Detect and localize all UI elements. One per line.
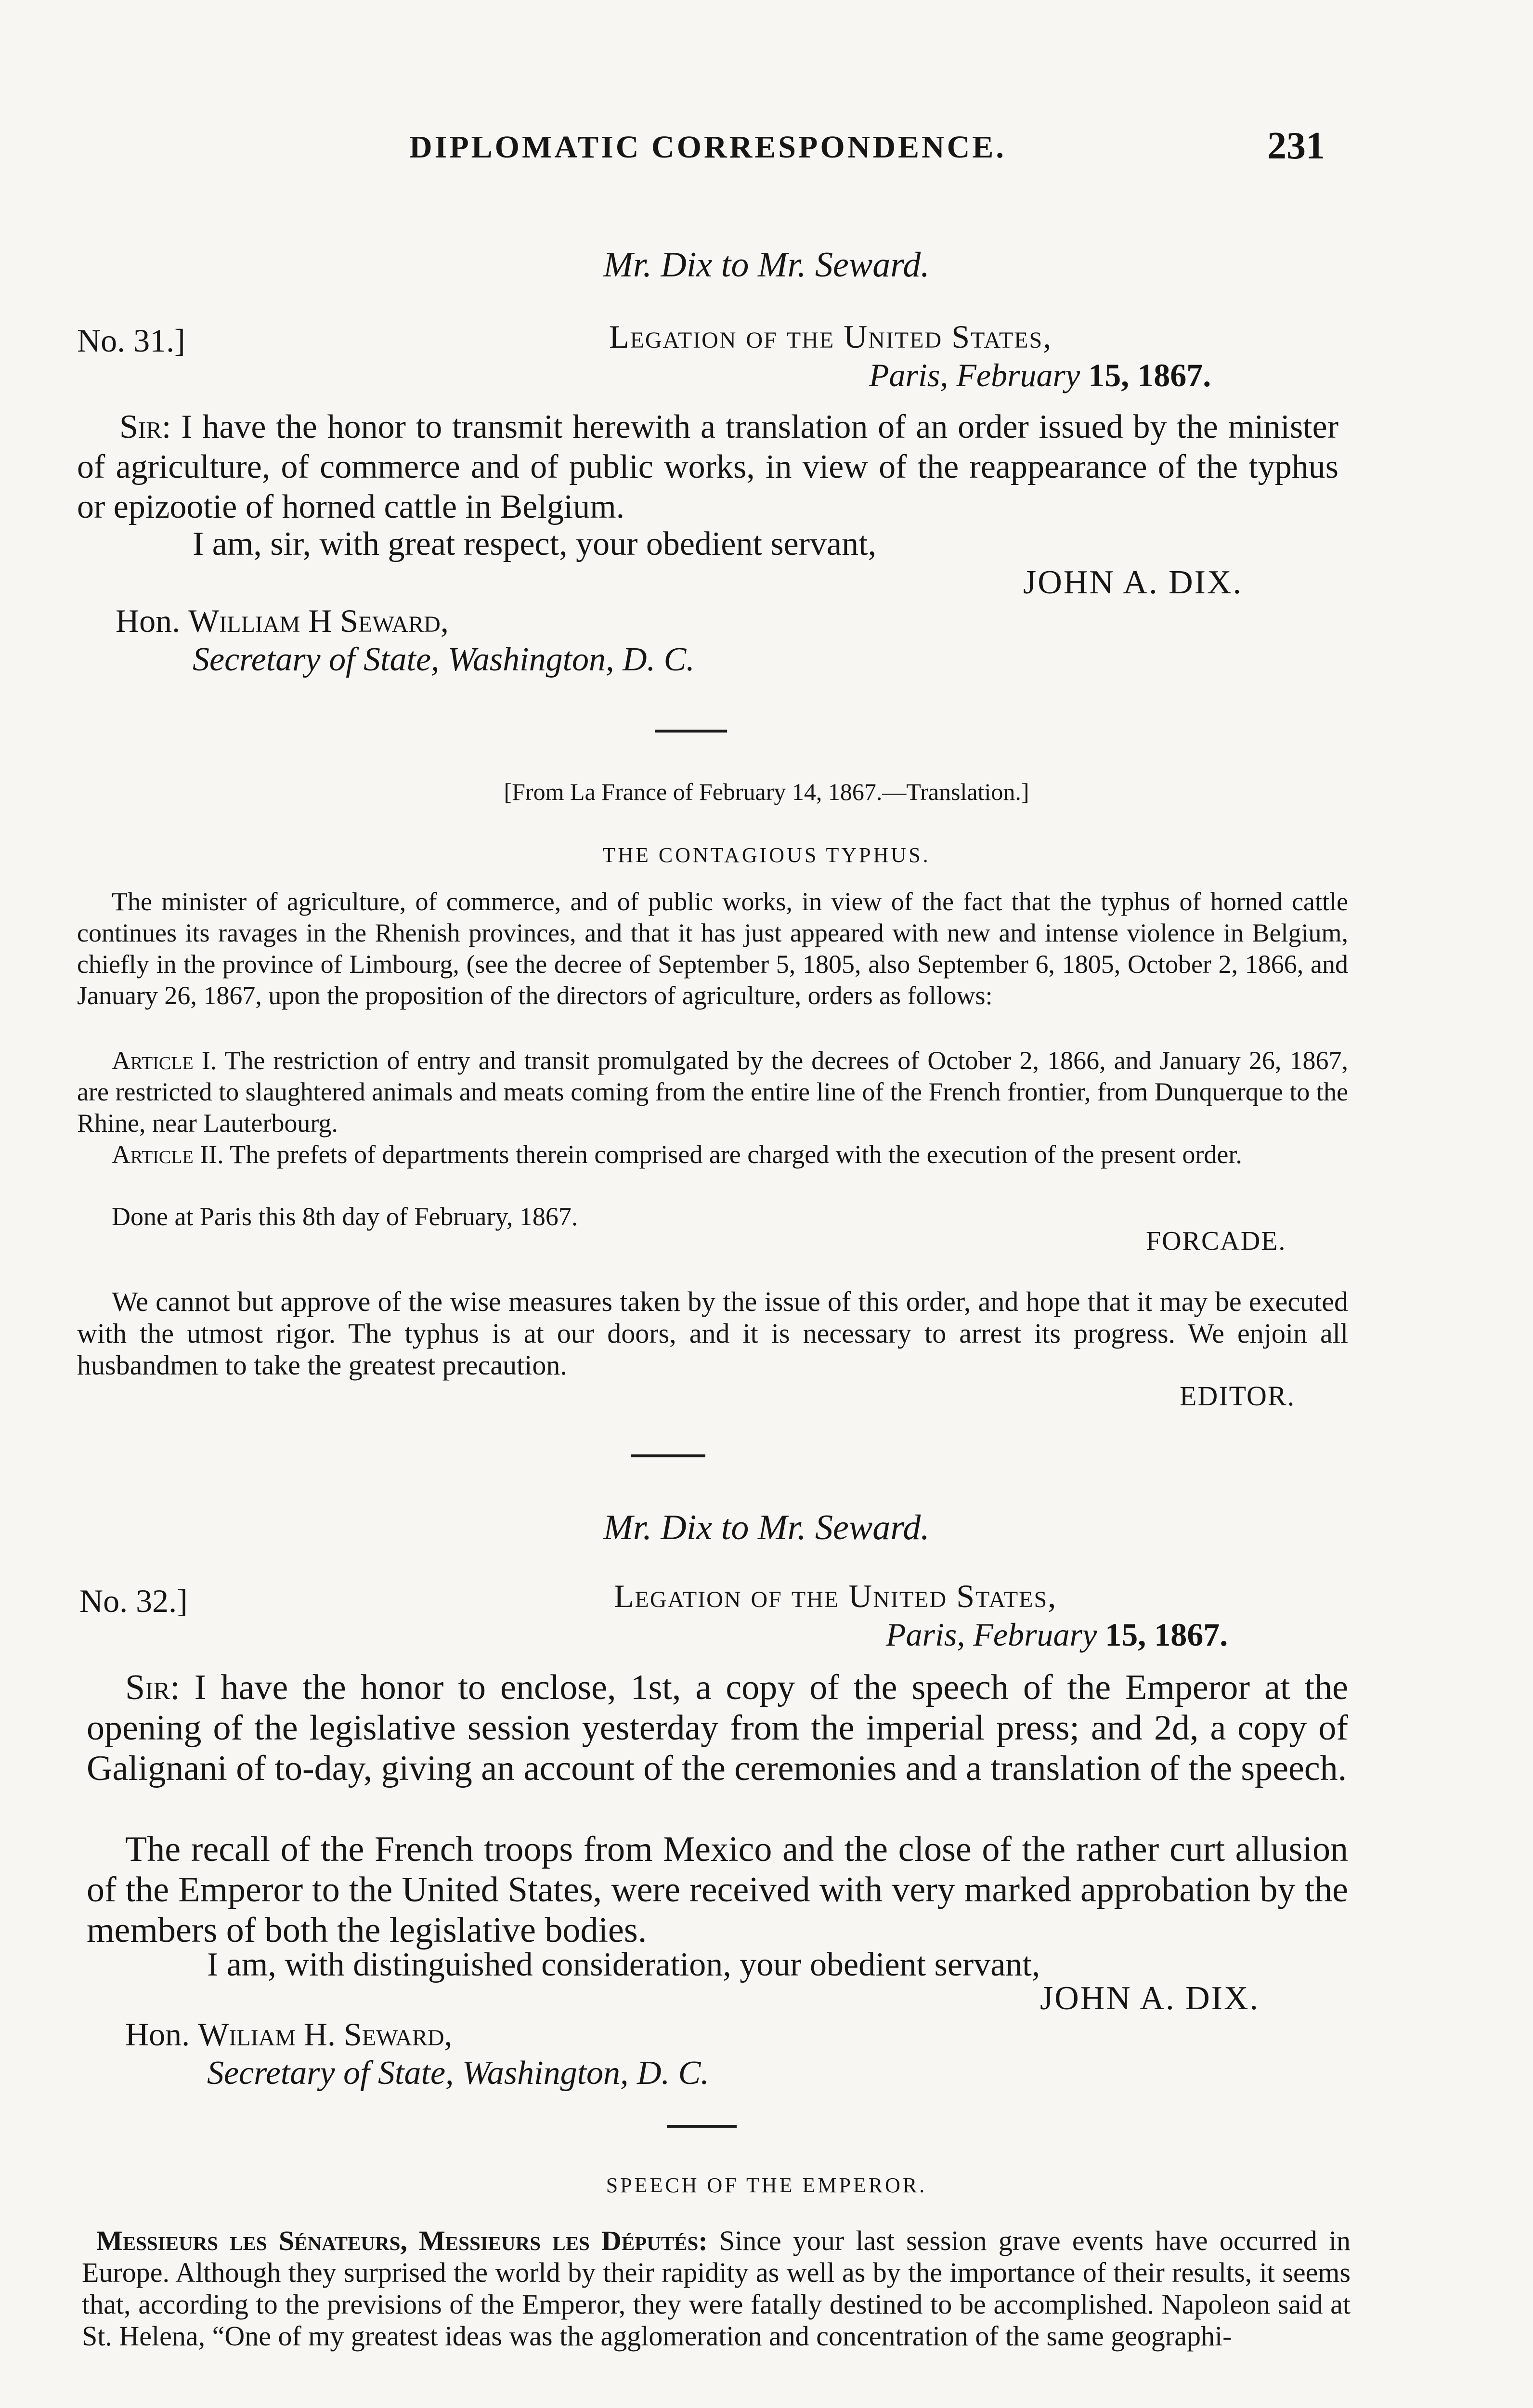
enclosure1-article1	[77, 1045, 1348, 1139]
letter1-salutation: Sir:	[119, 408, 171, 445]
section-divider	[631, 1454, 705, 1457]
letter2-date-place: Paris, February	[886, 1616, 1097, 1653]
article2-label: Article II.	[112, 1140, 224, 1169]
letter1-heading: Mr. Dix to Mr. Seward.	[603, 245, 930, 285]
letter2-addressee-prefix: Hon.	[125, 2016, 190, 2053]
letter2-body2: The recall of the French troops from Mexico and the close of the rather curt allusion of the Emperor to the United States, were received with very marked approbation by the members of both the legislative bodies.	[87, 1830, 1348, 1950]
letter1-dateline	[869, 356, 1211, 394]
letter2-number: No. 32.]	[79, 1583, 188, 1619]
article1-text: The restriction of entry and transit promulgated by the decrees of October 2, 1866, and January 26, 1867, are restricted to slaughtered animals and meats coming from the entire line of the French frontier, from Dunquerque to the Rhine, near Lauterbourg.	[77, 1046, 1348, 1138]
enclosure2-title: SPEECH OF THE EMPEROR.	[606, 2173, 927, 2197]
letter1-addressee	[116, 602, 449, 640]
letter2-addressee-name: Wiliam H. Seward,	[198, 2016, 453, 2053]
letter2-date-day: 15, 1867.	[1105, 1616, 1228, 1653]
letter2-addressee-title: Secretary of State, Washington, D. C.	[207, 2055, 709, 2092]
letter1-addressee-prefix: Hon.	[116, 602, 181, 639]
letter1-date-day: 15, 1867.	[1088, 357, 1211, 393]
enclosure1-source-note: [From La France of February 14, 1867.—Translation.]	[504, 778, 1029, 805]
section-divider	[667, 2125, 737, 2128]
article1-label: Article I.	[112, 1046, 217, 1075]
enclosure2-body: Since your last session grave events have occurred in Europe. Although they surprised the world by their rapidity as well as by the importance of their results, it seems that, according to the previsions of the Emperor, they were fatally destined to be accomplished. Napoleon said at St. Helena, “One of my greatest ideas was the agglomeration and concentration of the same geographi-	[82, 2225, 1351, 2352]
enclosure1-signatory: FORCADE.	[1146, 1226, 1286, 1256]
enclosure2-opening: Messieurs les Sénateurs, Messieurs les Députés:	[96, 2225, 708, 2256]
letter1-body-text: I have the honor to transmit herewith a translation of an order issued by the minister of agriculture, of commerce and of public works, in view of the reappearance of the typhus or epizootie of horned cattle in Belgium.	[77, 408, 1339, 525]
letter1-legation: Legation of the United States,	[609, 318, 1052, 355]
letter2-signature: JOHN A. DIX.	[1040, 1980, 1260, 2017]
article2-text: The prefets of departments therein comprised are charged with the execution of the present order.	[230, 1140, 1242, 1169]
enclosure1-article2	[77, 1139, 1348, 1170]
page-number: 231	[1267, 125, 1325, 167]
letter1-date-place: Paris, February	[869, 357, 1080, 393]
letter1-addressee-name: William H Seward,	[188, 602, 449, 639]
letter2-addressee	[125, 2015, 453, 2054]
enclosure1-editor-note: We cannot but approve of the wise measures taken by the issue of this order, and hope that it may be executed with the utmost rigor. The typhus is at our doors, and it is necessary to arrest its progress. We enjoin all husbandmen to take the greatest precaution.	[77, 1286, 1348, 1381]
letter2-closing: I am, with distinguished consideration, your obedient servant,	[207, 1946, 1040, 1983]
enclosure1-preamble: The minister of agriculture, of commerce, and of public works, in view of the fact that the typhus of horned cattle continues its ravages in the Rhenish provinces, and that it has just appeared with new and intense violence in Belgium, chiefly in the province of Limbourg, (see the decree of September 5, 1805, also September 6, 1805, October 2, 1866, and January 26, 1867, upon the proposition of the directors of agriculture, orders as follows:	[77, 887, 1348, 1010]
letter2-legation: Legation of the United States,	[614, 1578, 1057, 1614]
letter1-addressee-title: Secretary of State, Washington, D. C.	[193, 641, 695, 678]
letter1-body	[77, 407, 1338, 527]
enclosure2-text	[82, 2225, 1351, 2352]
enclosure1-title: THE CONTAGIOUS TYPHUS.	[602, 843, 931, 867]
letter1-closing: I am, sir, with great respect, your obedient servant,	[193, 525, 877, 563]
letter2-salutation: Sir:	[125, 1668, 180, 1707]
running-title: DIPLOMATIC CORRESPONDENCE.	[409, 130, 1006, 165]
section-divider	[655, 730, 727, 733]
enclosure1-done-at: Done at Paris this 8th day of February, 1867.	[112, 1202, 578, 1231]
enclosure1-editor-sign: EDITOR.	[1180, 1380, 1296, 1412]
letter2-heading: Mr. Dix to Mr. Seward.	[603, 1508, 930, 1547]
letter2-dateline	[886, 1616, 1228, 1654]
letter1-signature: JOHN A. DIX.	[1023, 564, 1243, 601]
letter2-body1-text: I have the honor to enclose, 1st, a copy of the speech of the Emperor at the opening of the legislative session yesterday from the imperial press; and 2d, a copy of Galignani of to-day, giving an account of the ceremonies and a translation of the speech.	[87, 1668, 1348, 1788]
letter2-body1	[87, 1667, 1348, 1789]
letter1-number: No. 31.]	[77, 322, 185, 359]
